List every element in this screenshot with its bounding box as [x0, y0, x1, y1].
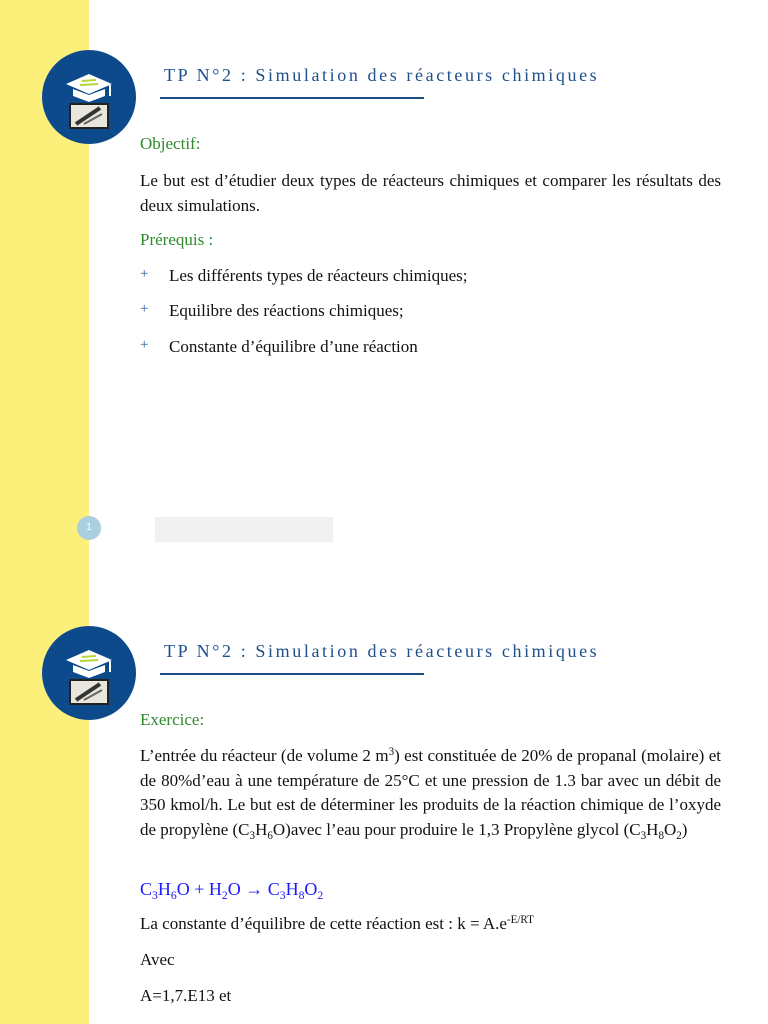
exercice-text: L’entrée du réacteur (de volume 2 $m^3$) est constituée de 20% de propanal (molaire) et de 80%d’eau à une température de 25°C et une pression de 1.3 bar avec un débit de 350 kmol/h. Le but est de déterminer les produits de la réaction chimique de l’oxyde de propylène $(C_3H_6O)avec$ l’eau pour produire le 1,3 Propylène glycol $(C_3H_8O_2)$ — [140, 745, 721, 842]
graduation-cap-diploma-icon — [42, 50, 136, 144]
bullet-icon: + — [140, 337, 149, 353]
exercice-heading: Exercice: — [140, 710, 205, 729]
objectif-text: Le but est d’étudier deux types de réacteurs chimiques et comparer les résultats des deux simulations. — [140, 171, 721, 215]
slide-title: TP N°2 : Simulation des réacteurs chimiques — [164, 641, 600, 661]
page-number-badge[interactable]: 1 — [77, 516, 101, 540]
graduation-cap-diploma-icon — [42, 626, 136, 720]
objectif-heading: Objectif: — [140, 134, 201, 153]
bullet-icon: + — [140, 301, 149, 317]
left-color-stripe — [0, 0, 89, 1024]
reaction-equation: $C_3H_6O + H_2O \to C_3H_8O_2$ — [140, 879, 324, 903]
title-underline — [160, 673, 424, 675]
prerequis-heading: Prérequis : — [140, 230, 214, 249]
title-underline — [160, 97, 424, 99]
slide-footer-box — [155, 517, 333, 542]
bullet-icon: + — [140, 266, 149, 282]
a-value: A=1,7.E13 et — [140, 986, 232, 1005]
avec-label: Avec — [140, 950, 175, 969]
slide-title: TP N°2 : Simulation des réacteurs chimiques — [164, 65, 600, 85]
constante-text: La constante d’équilibre de cette réaction est : $k = A.e^{-E/RT}$ — [140, 913, 534, 933]
